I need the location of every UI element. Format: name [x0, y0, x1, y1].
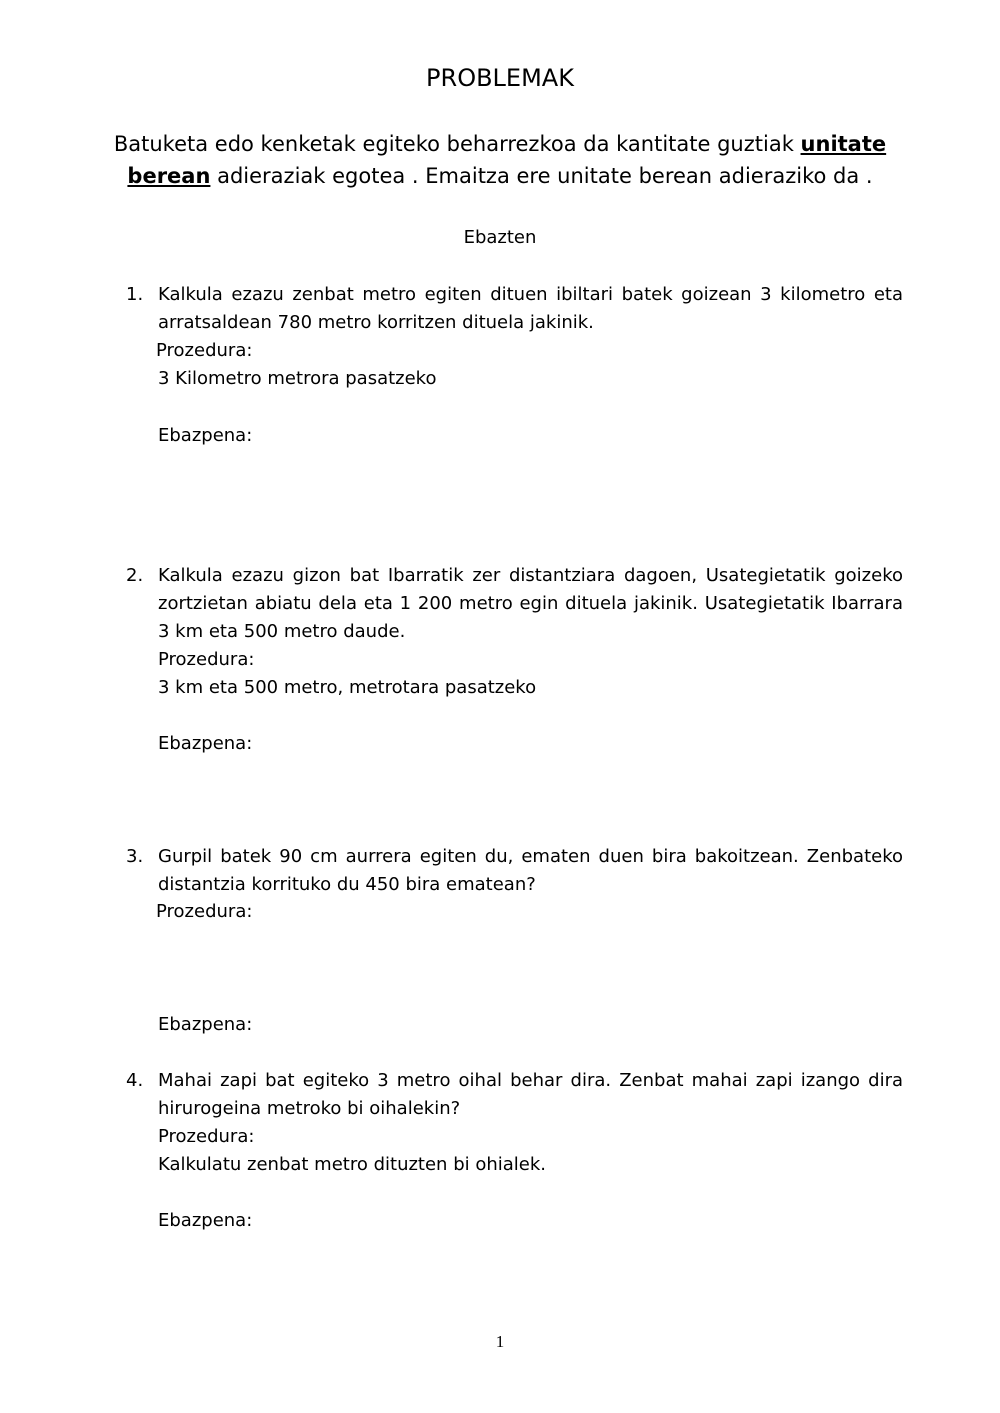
problem-number: 3. — [126, 846, 144, 867]
problem-number: 1. — [126, 284, 144, 305]
problem-text: Mahai zapi bat egiteko 3 metro oihal behar dira. Zenbat mahai zapi izango dira hirurogeina metroko bi oihalekin? — [158, 1070, 903, 1119]
problem-text: Kalkula ezazu zenbat metro egiten dituen ibiltari batek goizean 3 kilometro eta arratsaldean 780 metro korritzen dituela jakinik. — [158, 284, 903, 333]
intro-text-1: Batuketa edo kenketak egiteko beharrezkoa da kantitate guztiak — [113, 132, 801, 156]
problem-text: Gurpil batek 90 cm aurrera egiten du, ematen duen bira bakoitzean. Zenbateko distantzia korrituko du 450 bira ematean? — [158, 846, 903, 895]
procedure-text: Kalkulatu zenbat metro dituzten bi ohialek. — [158, 1154, 547, 1175]
solution-label: Ebazpena: — [158, 1210, 253, 1231]
solution-label: Ebazpena: — [158, 425, 253, 446]
solution-label: Ebazpena: — [158, 1014, 253, 1035]
procedure-text: 3 Kilometro metrora pasatzeko — [158, 368, 437, 389]
page-number: 1 — [495, 1332, 505, 1351]
procedure-text: 3 km eta 500 metro, metrotara pasatzeko — [158, 677, 537, 698]
procedure-label: Prozedura: — [158, 1126, 255, 1147]
intro-emphasis-berean: berean — [127, 164, 211, 188]
solution-label: Ebazpena: — [158, 733, 253, 754]
section-subtitle: Ebazten — [463, 227, 537, 248]
problem-number: 4. — [126, 1070, 144, 1091]
problem-text: Kalkula ezazu gizon bat Ibarratik zer distantziara dagoen, Usategietatik goizeko zortzietan abiatu dela eta 1 200 metro egin dituela jakinik. Usategietatik Ibarrara 3 km eta 500 metro daude. — [158, 565, 903, 642]
intro-emphasis-unitate: unitate — [800, 132, 887, 156]
page-title: PROBLEMAK — [426, 64, 574, 92]
intro-text-2: adieraziak egotea . Emaitza ere unitate berean adieraziko da . — [210, 164, 873, 188]
intro-paragraph — [100, 128, 900, 192]
procedure-label: Prozedura: — [158, 649, 255, 670]
procedure-label: Prozedura: — [156, 340, 253, 361]
problem-number: 2. — [126, 565, 144, 586]
procedure-label: Prozedura: — [156, 901, 253, 922]
